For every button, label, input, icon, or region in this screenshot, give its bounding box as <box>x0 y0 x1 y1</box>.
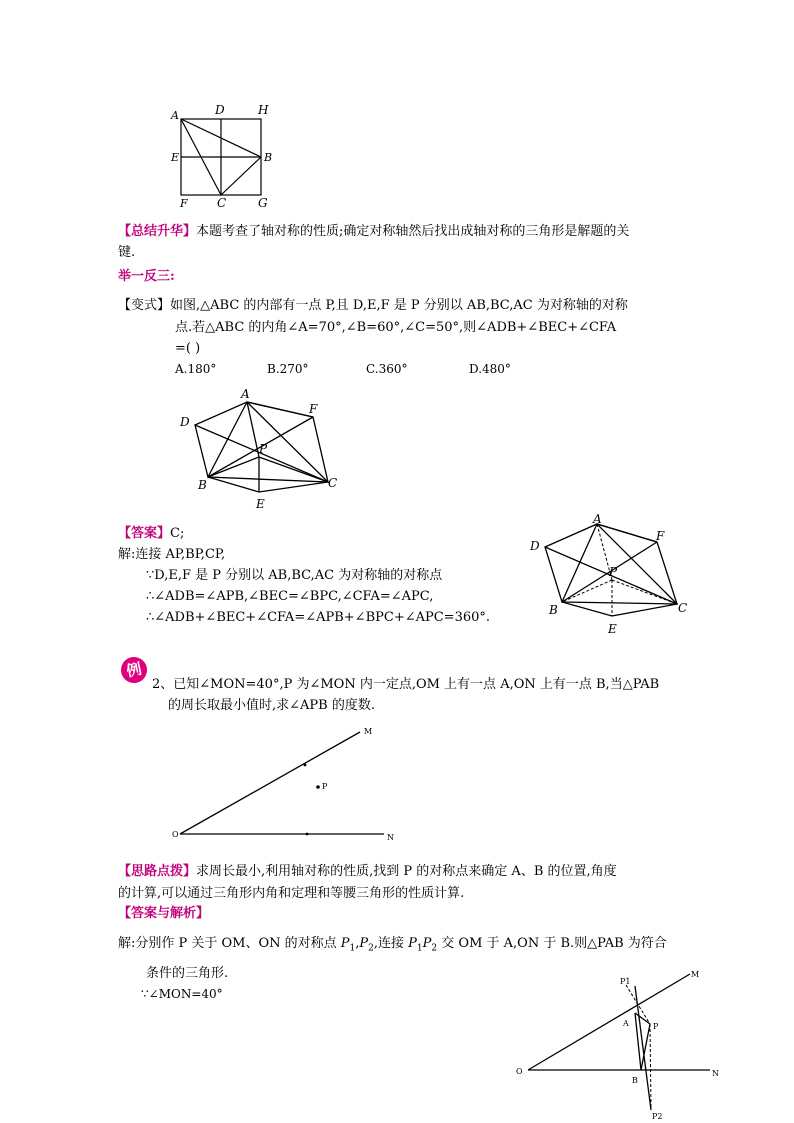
summary-text: 本题考查了轴对称的性质;确定对称轴然后找出成轴对称的三角形是解题的关 <box>196 224 630 239</box>
answer-line <box>118 524 184 543</box>
figure-reflection <box>513 967 728 1122</box>
hint-line-2: 的计算,可以通过三角形内角和定理和等腰三角形的性质计算. <box>118 886 465 901</box>
solution-line-4: ∴∠ADB+∠BEC+∠CFA=∠APB+∠BPC+∠APC=360°. <box>146 610 491 625</box>
label-F: F <box>309 402 318 416</box>
label-E: E <box>171 151 180 164</box>
solution-sep: , <box>355 936 360 951</box>
answer-tag: 【答案】 <box>118 526 171 541</box>
section-title: 举一反三: <box>118 269 175 284</box>
example-badge: 例 <box>119 655 150 686</box>
label-E: E <box>256 497 265 511</box>
label-P: P <box>609 565 618 579</box>
label-P1: P1 <box>620 977 631 986</box>
hint-line-1 <box>118 862 617 881</box>
label-P: P <box>259 442 268 456</box>
example-line-2: 的周长取最小值时,求∠APB 的度数. <box>168 698 375 713</box>
summary-line-2: 键. <box>118 245 136 260</box>
option-d: D.480° <box>469 362 511 376</box>
option-c: C.360° <box>366 362 408 376</box>
label-B: B <box>632 1076 638 1085</box>
sym-p2-sub: 2 <box>368 943 374 954</box>
variant-tag: 【变式】 <box>118 298 171 313</box>
variant-line-2: 点.若△ABC 的内角∠A=70°,∠B=60°,∠C=50°,则∠ADB+∠BEC+∠CFA <box>175 320 617 335</box>
example-line-1: 2、已知∠MON=40°,P 为∠MON 内一定点,OM 上有一点 A,ON 上有一点 B,当△PAB <box>152 677 660 692</box>
label-O: O <box>172 830 179 839</box>
sym-seg1-sub: 1 <box>416 943 423 954</box>
analysis-tag: 【答案与解析】 <box>118 906 210 921</box>
label-B: B <box>264 151 273 164</box>
label-P2: P2 <box>652 1112 663 1121</box>
label-M: M <box>691 970 700 979</box>
variant-line-1 <box>118 296 628 315</box>
sym-p1: P <box>340 936 350 951</box>
label-B: B <box>198 478 207 492</box>
solution-line-3: ∵∠MON=40° <box>141 987 223 1001</box>
option-b: B.270° <box>267 362 309 376</box>
label-A: A <box>241 387 250 401</box>
label-C: C <box>678 601 688 615</box>
hint-tag: 【思路点拨】 <box>118 864 197 879</box>
label-A: A <box>623 1019 629 1028</box>
label-N: N <box>712 1069 719 1078</box>
label-F: F <box>656 529 665 543</box>
solution-line-2: ∵D,E,F 是 P 分别以 AB,BC,AC 为对称轴的对称点 <box>146 568 443 583</box>
label-E: E <box>608 622 617 636</box>
sym-seg2: P <box>422 936 432 951</box>
label-A: A <box>171 109 179 122</box>
label-O: O <box>516 1067 523 1076</box>
label-F: F <box>180 197 188 210</box>
figure-square-grid <box>165 100 285 212</box>
sym-seg1: P <box>408 936 417 951</box>
solution-mid: ,连接 <box>373 936 409 951</box>
figure-angle-mon <box>168 722 398 847</box>
label-A: A <box>593 512 602 526</box>
sym-p2: P <box>359 936 369 951</box>
solution-pre: 解:分别作 P 关于 OM、ON 的对称点 <box>118 936 341 951</box>
label-N: N <box>387 833 394 842</box>
variant-line-3: =( ) <box>175 341 201 356</box>
label-M: M <box>364 727 373 736</box>
label-H: H <box>258 103 269 117</box>
summary-line-1 <box>118 222 629 241</box>
label-D: D <box>530 539 540 553</box>
answer-value: C; <box>170 526 185 541</box>
label-P: P <box>653 1022 659 1031</box>
summary-tag: 【总结升华】 <box>118 224 197 239</box>
sym-p1-sub: 1 <box>349 943 356 954</box>
label-P: P <box>322 782 328 791</box>
solution-post: 交 OM 于 A,ON 于 B.则△PAB 为符合 <box>437 936 667 951</box>
variant-text: 如图,△ABC 的内部有一点 P,且 D,E,F 是 P 分别以 AB,BC,AC 为对称轴的对称 <box>170 298 628 313</box>
label-B: B <box>549 603 558 617</box>
solution-line-3: ∴∠ADB=∠APB,∠BEC=∠BPC,∠CFA=∠APC, <box>146 589 434 604</box>
label-C: C <box>328 476 338 490</box>
label-C: C <box>217 196 227 210</box>
option-a: A.180° <box>175 362 217 376</box>
solution-main-line <box>118 934 667 959</box>
figure-hexagon-dashed <box>525 512 700 637</box>
label-D: D <box>180 415 190 429</box>
solution-line-2: 条件的三角形. <box>146 966 229 981</box>
label-G: G <box>258 196 268 210</box>
figure-hexagon <box>175 385 350 515</box>
solution-line-1: 解:连接 AP,BP,CP, <box>118 547 226 562</box>
hint-text: 求周长最小,利用轴对称的性质,找到 P 的对称点来确定 A、B 的位置,角度 <box>196 864 617 879</box>
sym-seg2-sub: 2 <box>431 943 438 954</box>
label-D: D <box>215 103 225 117</box>
